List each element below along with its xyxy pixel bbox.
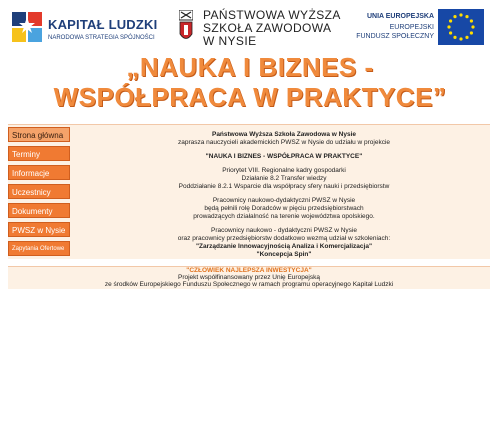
kapital-ludzki-logo	[10, 8, 160, 44]
header	[0, 0, 500, 50]
ue-line-1: UNIA EUROPEJSKA	[366, 13, 434, 20]
content-line: Pracownicy naukowo - dydaktyczni PWSZ w Nysie	[211, 227, 357, 234]
nav-item-home[interactable]: Strona główna	[8, 127, 70, 142]
title-line-1: „NAUKA I BIZNES -	[126, 52, 374, 82]
pwsz-logo	[177, 8, 341, 48]
footer-slogan: "CZŁOWIEK NAJLEPSZA INWESTYCJA"	[186, 267, 312, 274]
kapital-title: KAPITAŁ LUDZKI	[48, 17, 158, 32]
nav-item-terms[interactable]: Terminy	[8, 146, 70, 161]
title-line-2: WSPÓŁPRACA W PRAKTYCE”	[53, 82, 447, 112]
kapital-ludzki-emblem-icon	[10, 8, 44, 44]
content-line: prowadzących działalność na terenie województwa opolskiego.	[193, 213, 375, 220]
pwsz-line-1: PAŃSTWOWA WYŻSZA	[203, 8, 341, 22]
main-panel	[8, 124, 490, 259]
training-name: "Koncepcja Spin"	[256, 251, 312, 258]
content-line: Poddziałanie 8.2.1 Wsparcie dla współpracy sfery nauki i przedsiębiorstw	[178, 183, 390, 190]
training-name: "Zarządzanie Innowacyjnością Analiza i Komercjalizacja"	[195, 243, 373, 250]
content-line: zaprasza nauczycieli akademickich PWSZ w Nysie do udziału w projekcie	[177, 139, 391, 146]
footer-line: Projekt współfinansowany przez Unię Europejską	[178, 274, 320, 281]
content-line: Działanie 8.2 Transfer wiedzy	[241, 175, 327, 182]
nav-item-inquiries[interactable]: Zapytania Ofertowe	[8, 241, 70, 256]
sidebar-nav	[8, 127, 74, 260]
footer-line: ze środków Europejskiego Funduszu Społecznego w ramach programu operacyjnego Kapitał Ludzki	[104, 281, 394, 288]
ue-logo	[356, 9, 490, 49]
nav-item-participants[interactable]: Uczestnicy	[8, 184, 70, 199]
content-line: będą pełnili rolę Doradców w pięciu przedsiębiorstwach	[204, 205, 364, 212]
nav-item-info[interactable]: Informacje	[8, 165, 70, 180]
content-line: Priorytet VIII. Regionalne kadry gospodarki	[222, 167, 346, 174]
ue-line-3: FUNDUSZ SPOŁECZNY	[356, 33, 434, 40]
kapital-subtitle: NARODOWA STRATEGIA SPÓJNOŚCI	[48, 35, 155, 41]
nav-item-pwsz[interactable]: PWSZ w Nysie	[8, 222, 70, 237]
eu-flag-icon	[438, 9, 484, 45]
content-text	[78, 131, 490, 259]
pwsz-line-3: W NYSIE	[203, 34, 257, 48]
pwsz-line-2: SZKOŁA ZAWODOWA	[203, 21, 332, 35]
project-name: "NAUKA I BIZNES - WSPÓŁPRACA W PRAKTYCE"	[205, 153, 363, 160]
footer	[8, 266, 490, 289]
content-line: Państwowa Wyższa Szkoła Zawodowa w Nysie	[211, 131, 356, 138]
pwsz-crest-icon	[179, 10, 193, 44]
page-title	[0, 52, 500, 112]
content-line: oraz pracownicy przedsiębiorstw dodatkowo wezmą udział w szkoleniach:	[177, 235, 391, 242]
nav-item-documents[interactable]: Dokumenty	[8, 203, 70, 218]
ue-line-2: EUROPEJSKI	[389, 24, 434, 31]
content-line: Pracownicy naukowo-dydaktyczni PWSZ w Nysie	[212, 197, 356, 204]
